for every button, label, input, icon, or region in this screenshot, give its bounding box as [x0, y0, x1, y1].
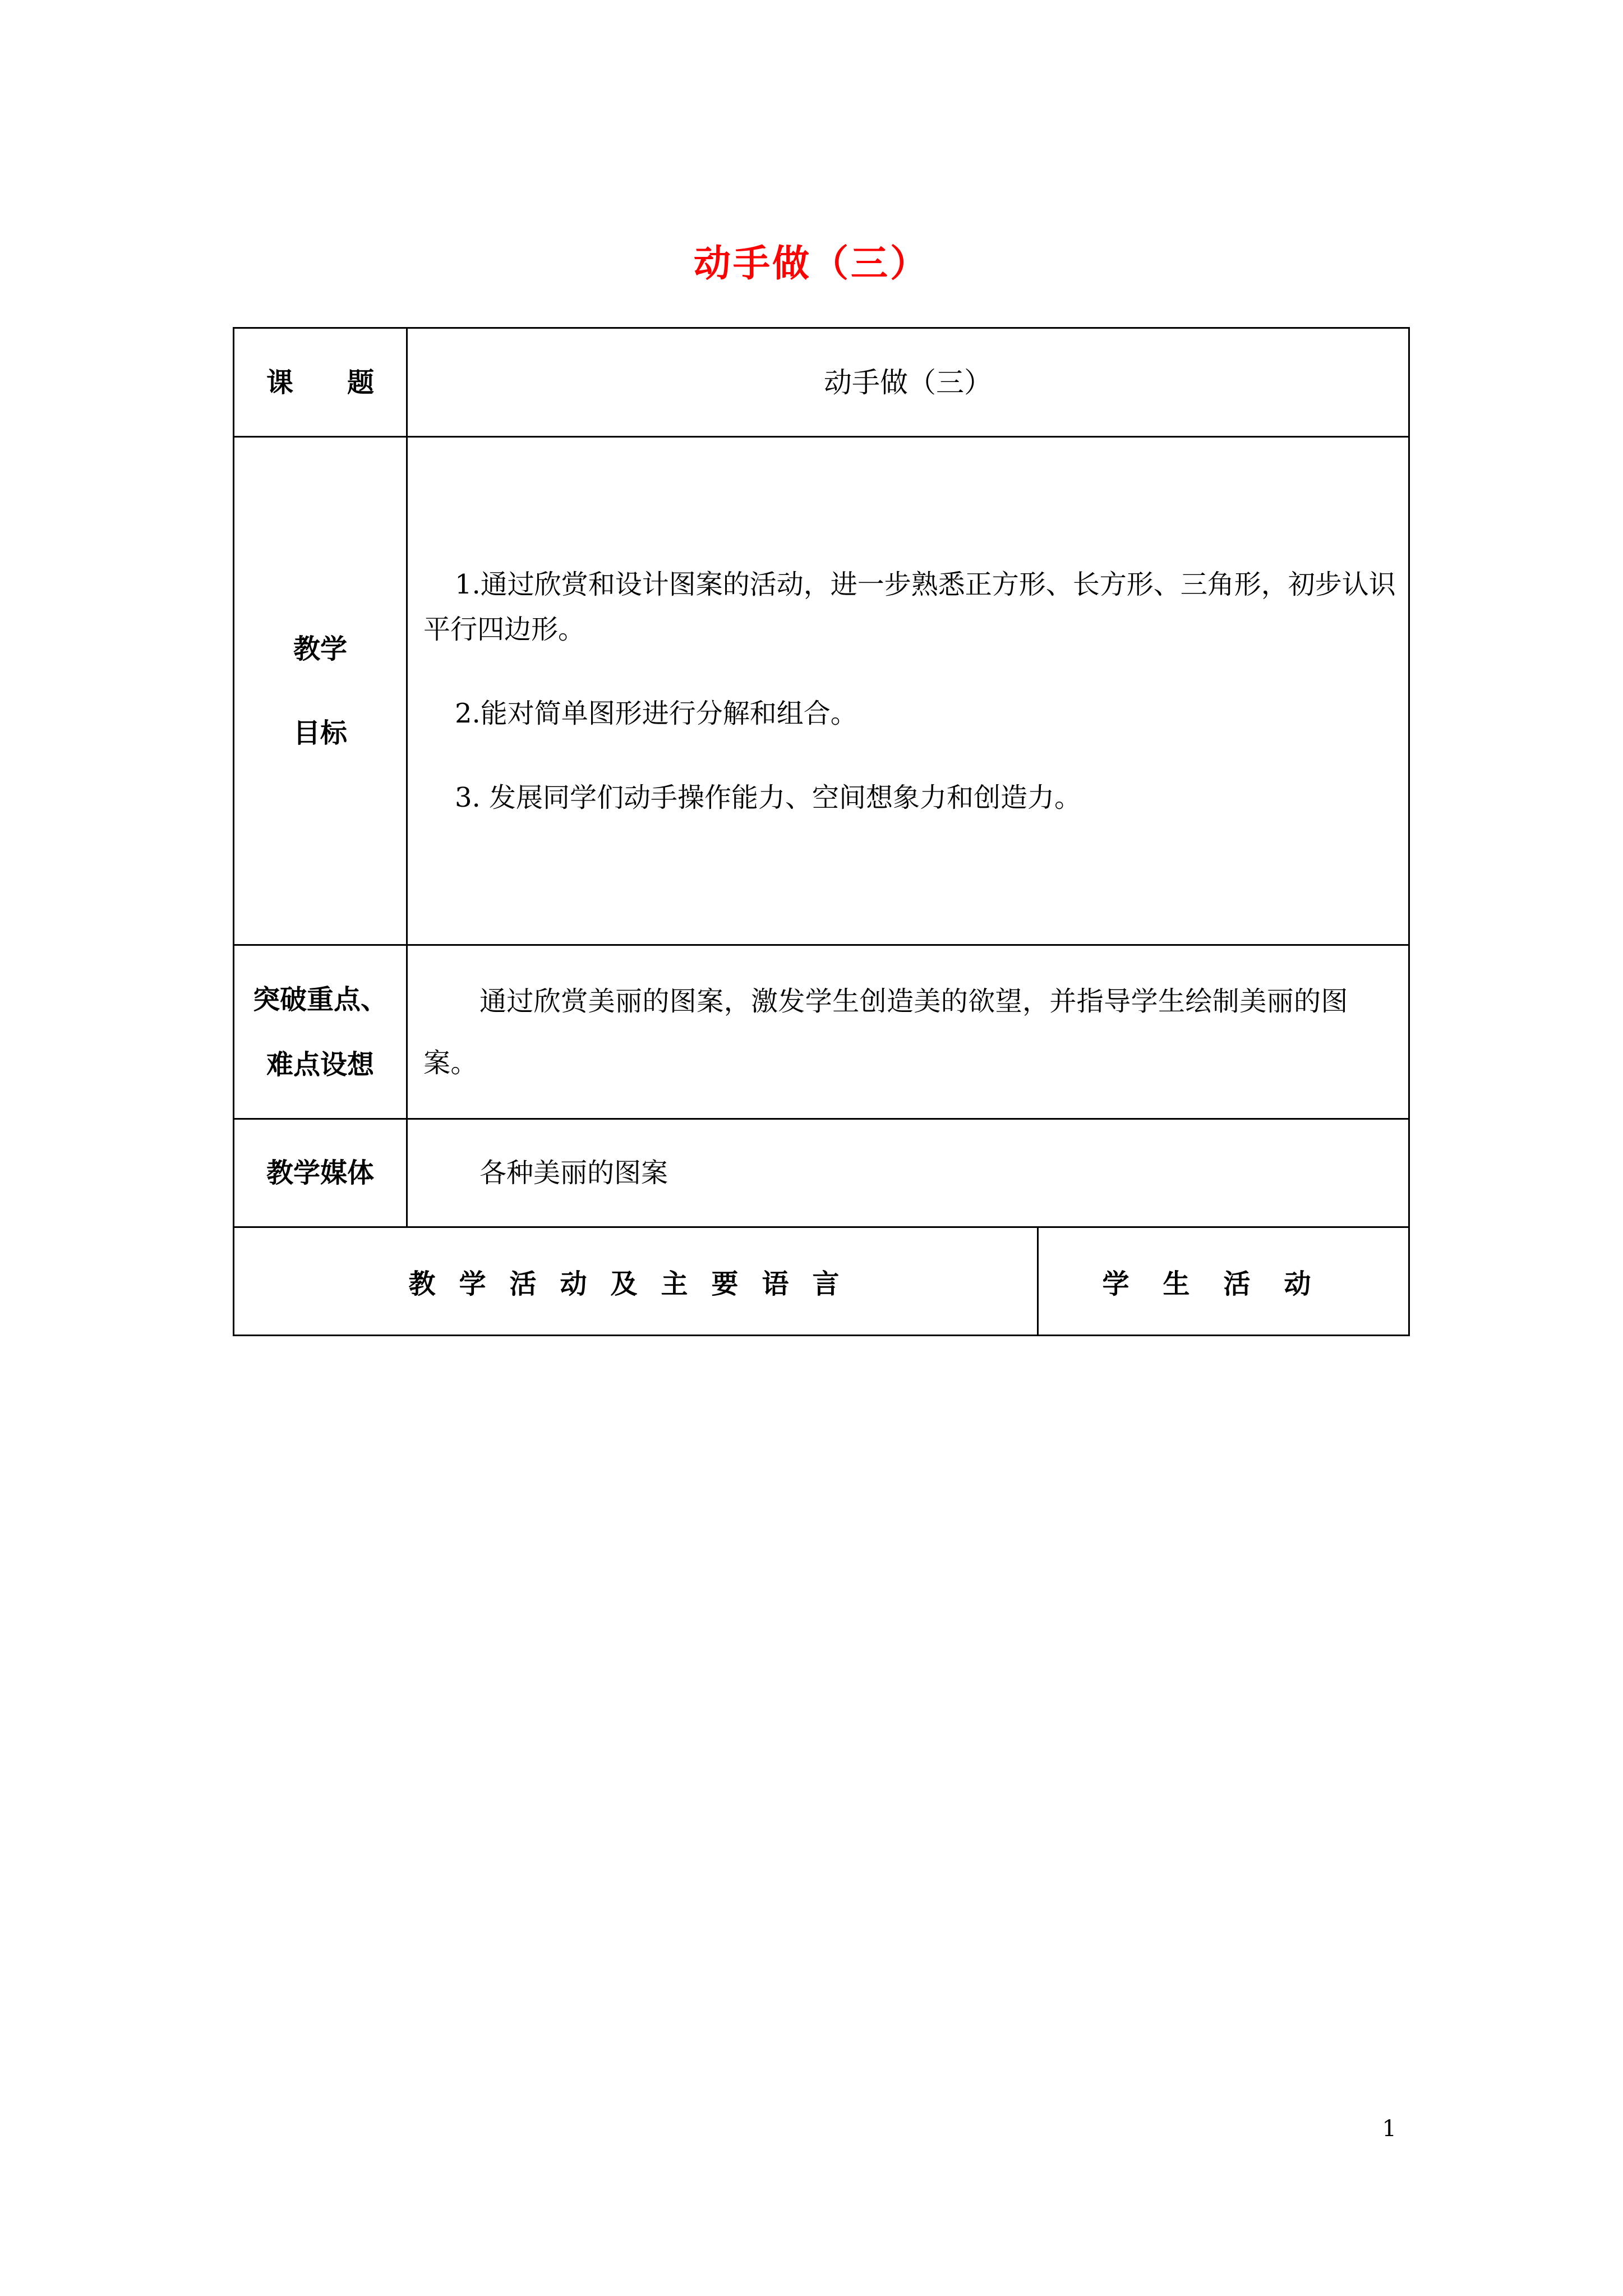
activity-header-row — [234, 1227, 1409, 1336]
objectives-row — [234, 437, 1409, 945]
objectives-list — [408, 562, 1408, 820]
page-number: 1 — [1382, 2116, 1396, 2142]
objective-item: 1.通过欣赏和设计图案的活动，进一步熟悉正方形、长方形、三角形，初步认识平行四边形。 — [423, 568, 1396, 645]
lesson-plan-table — [233, 327, 1410, 1336]
objectives-content — [407, 437, 1409, 945]
media-value: 各种美丽的图案 — [479, 1157, 668, 1189]
objective-item: 2.能对简单图形进行分解和组合。 — [455, 697, 857, 729]
student-activity-header — [1038, 1227, 1409, 1336]
objectives-label — [234, 437, 407, 945]
key-points-label-line2: 难点设想 — [266, 1048, 374, 1080]
media-label — [234, 1119, 407, 1227]
topic-value: 动手做（三） — [824, 366, 992, 399]
key-points-label — [234, 945, 407, 1119]
key-points-label-line1: 突破重点、 — [252, 983, 388, 1015]
teaching-activity-header — [234, 1227, 1038, 1336]
objectives-label-line2: 目标 — [293, 717, 347, 749]
key-points-text: 通过欣赏美丽的图案，激发学生创造美的欲望，并指导学生绘制美丽的图案。 — [423, 985, 1348, 1079]
teaching-activity-header-text: 教学活动及主要语言 — [408, 1268, 863, 1300]
topic-label — [234, 328, 407, 437]
topic-value-cell — [407, 328, 1409, 437]
student-activity-header-text: 学生活动 — [1102, 1268, 1345, 1300]
media-content — [407, 1119, 1409, 1227]
topic-label-text: 课 题 — [266, 366, 374, 398]
media-row — [234, 1119, 1409, 1227]
key-points-content — [407, 945, 1409, 1119]
document-title: 动手做（三） — [694, 242, 929, 285]
objective-item: 3. 发展同学们动手操作能力、空间想象力和创造力。 — [455, 781, 1082, 813]
media-label-text: 教学媒体 — [266, 1157, 374, 1189]
topic-row — [234, 328, 1409, 437]
key-points-row — [234, 945, 1409, 1119]
objectives-label-line1: 教学 — [293, 633, 347, 665]
